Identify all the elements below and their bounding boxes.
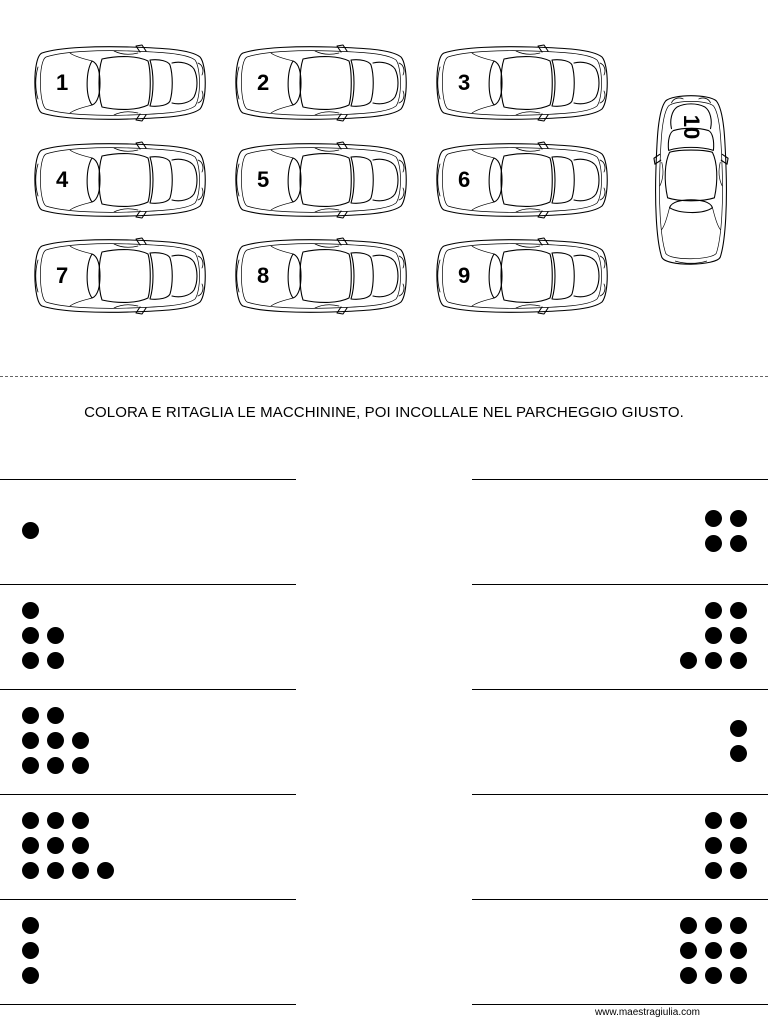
car-number: 8 <box>257 263 270 288</box>
car-5 <box>231 140 409 220</box>
car-number: 5 <box>257 167 270 192</box>
counting-dot <box>705 837 722 854</box>
counting-dot <box>705 652 722 669</box>
counting-dot <box>22 757 39 774</box>
car-4 <box>30 140 208 220</box>
counting-dot <box>22 652 39 669</box>
counting-dot <box>680 942 697 959</box>
counting-dot <box>22 522 39 539</box>
car-number: 2 <box>257 70 270 95</box>
car-2 <box>231 43 409 123</box>
counting-dot <box>705 917 722 934</box>
counting-dot <box>72 837 89 854</box>
counting-dot <box>730 652 747 669</box>
counting-dot <box>22 707 39 724</box>
counting-dot <box>705 627 722 644</box>
parking-line-right <box>472 479 768 480</box>
counting-dot <box>730 917 747 934</box>
parking-line-right <box>472 899 768 900</box>
counting-dot <box>730 967 747 984</box>
counting-dot <box>22 602 39 619</box>
counting-dot <box>72 732 89 749</box>
car-number: 3 <box>458 70 471 95</box>
cut-line-divider <box>0 376 768 377</box>
counting-dot <box>730 535 747 552</box>
counting-dot <box>705 862 722 879</box>
counting-dot <box>705 967 722 984</box>
parking-line-right <box>472 689 768 690</box>
website-credit: www.maestragiulia.com <box>594 1007 700 1018</box>
counting-dot <box>22 917 39 934</box>
car-number: 1 <box>56 70 69 95</box>
counting-dot <box>705 535 722 552</box>
car-number: 4 <box>56 167 69 192</box>
parking-line-right <box>472 1004 768 1005</box>
parking-line-right <box>472 794 768 795</box>
counting-dot <box>22 812 39 829</box>
counting-dot <box>22 627 39 644</box>
counting-dot <box>22 732 39 749</box>
counting-dot <box>730 862 747 879</box>
counting-dot <box>47 862 64 879</box>
counting-dot <box>22 967 39 984</box>
parking-line-left <box>0 899 296 900</box>
car-number: 7 <box>56 263 69 288</box>
parking-line-left <box>0 794 296 795</box>
counting-dot <box>47 757 64 774</box>
car-1 <box>30 43 208 123</box>
car-8 <box>231 236 409 316</box>
counting-dot <box>680 917 697 934</box>
car-7 <box>30 236 208 316</box>
counting-dot <box>680 652 697 669</box>
counting-dot <box>730 837 747 854</box>
counting-dot <box>680 967 697 984</box>
car-6 <box>432 140 610 220</box>
counting-dot <box>22 942 39 959</box>
counting-dot <box>47 812 64 829</box>
car-number: 9 <box>458 263 471 288</box>
counting-dot <box>730 510 747 527</box>
counting-dot <box>705 510 722 527</box>
car-3 <box>432 43 610 123</box>
counting-dot <box>47 627 64 644</box>
counting-dot <box>705 812 722 829</box>
counting-dot <box>22 862 39 879</box>
car-number: 6 <box>458 167 471 192</box>
parking-line-left <box>0 479 296 480</box>
parking-line-left <box>0 584 296 585</box>
counting-dot <box>97 862 114 879</box>
counting-dot <box>730 720 747 737</box>
counting-dot <box>705 602 722 619</box>
counting-dot <box>730 627 747 644</box>
counting-dot <box>72 757 89 774</box>
instruction-text: COLORA E RITAGLIA LE MACCHININE, POI INCOLLALE NEL PARCHEGGIO GIUSTO. <box>84 404 684 421</box>
counting-dot <box>22 837 39 854</box>
counting-dot <box>730 745 747 762</box>
car-10 <box>652 93 730 269</box>
counting-dot <box>730 942 747 959</box>
counting-dot <box>72 862 89 879</box>
car-number: 10 <box>679 114 705 140</box>
counting-dot <box>47 732 64 749</box>
counting-dot <box>730 602 747 619</box>
counting-dot <box>730 812 747 829</box>
counting-dot <box>47 707 64 724</box>
counting-dot <box>705 942 722 959</box>
counting-dot <box>47 652 64 669</box>
counting-dot <box>47 837 64 854</box>
counting-dot <box>72 812 89 829</box>
parking-line-left <box>0 689 296 690</box>
parking-line-left <box>0 1004 296 1005</box>
car-9 <box>432 236 610 316</box>
parking-line-right <box>472 584 768 585</box>
